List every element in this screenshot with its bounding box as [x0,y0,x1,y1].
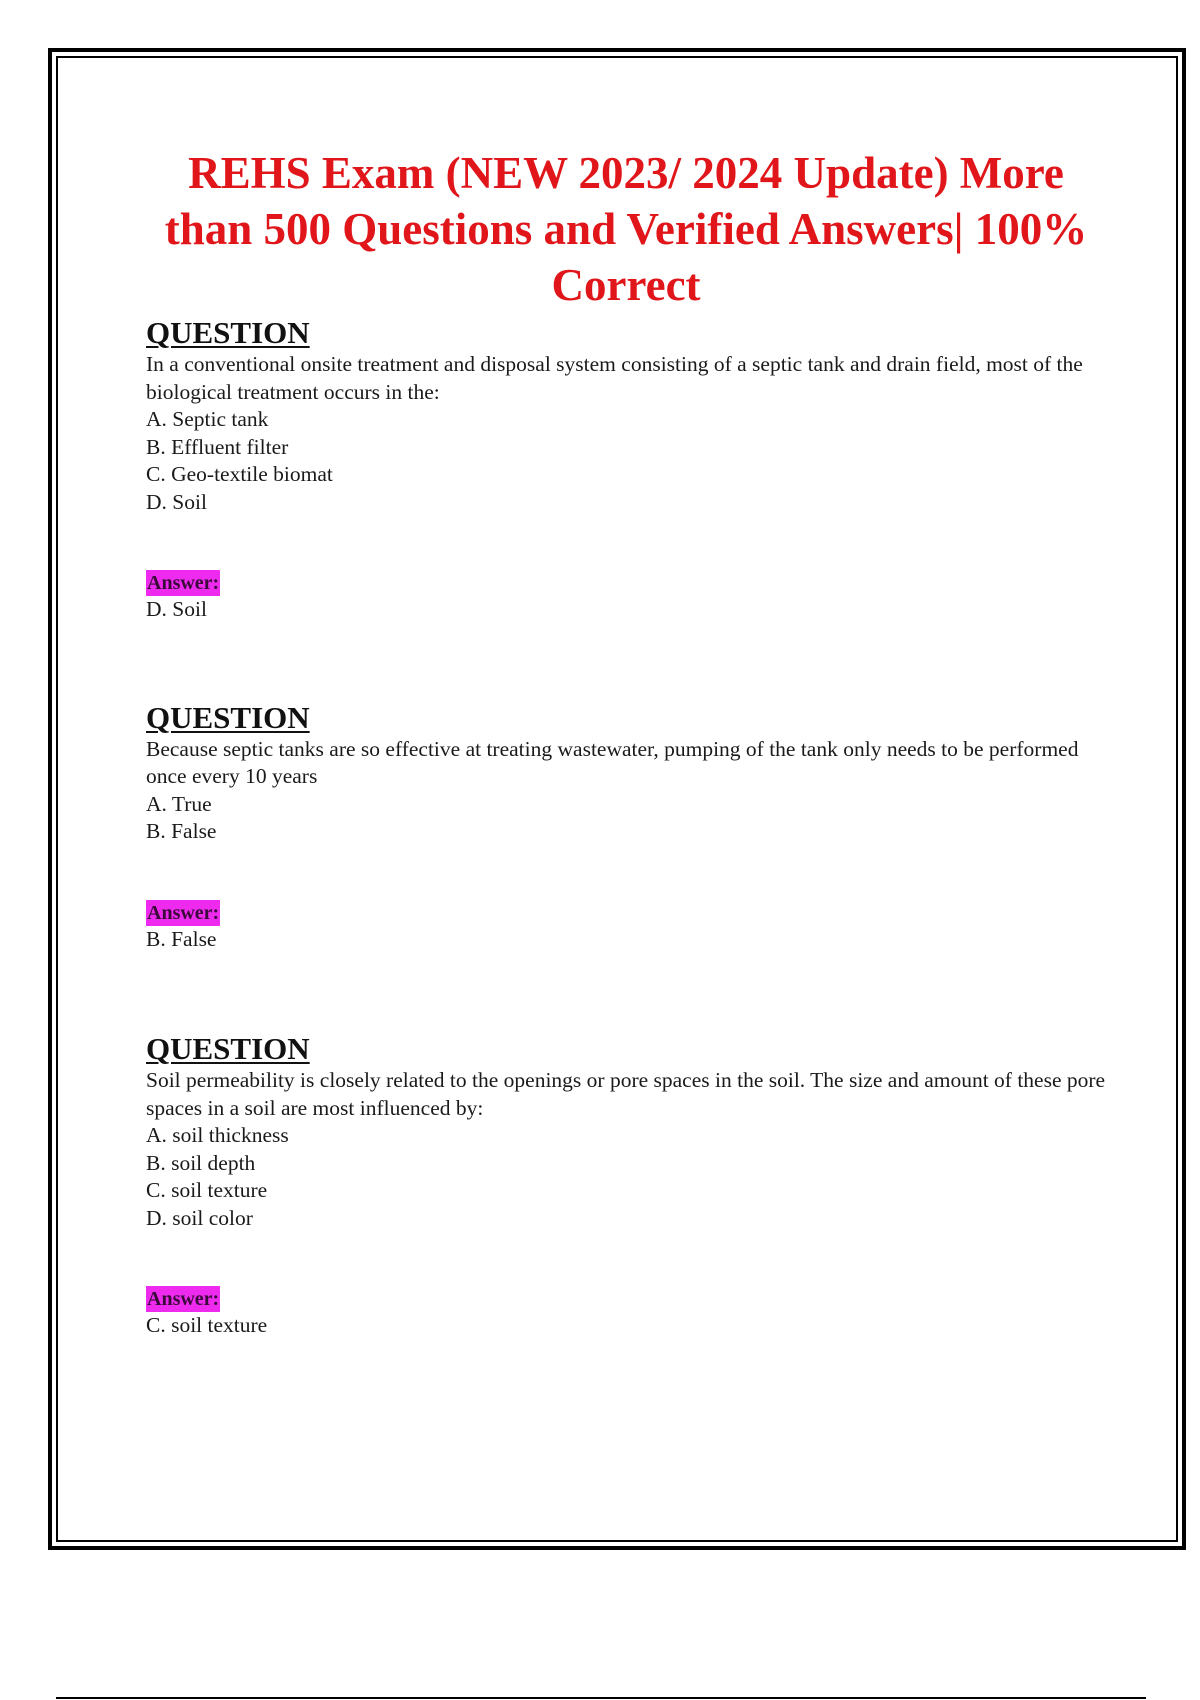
question-text: Because septic tanks are so effective at treating wastewater, pumping of the tank only needs to be performed once every 10 years [146,736,1079,788]
option-c: C. soil texture [146,1178,268,1202]
question-block-1 [146,317,1106,624]
question-heading: QUESTION [146,699,310,735]
document-title: REHS Exam (NEW 2023/ 2024 Update) More than 500 Questions and Verified Answers| 100% Correct [164,148,1088,310]
question-text: Soil permeability is closely related to the openings or pore spaces in the soil. The size and amount of these pore spaces in a soil are most influenced by: [146,1068,1106,1120]
answer-label: Answer: [147,1288,220,1310]
question-heading: QUESTION [146,315,310,350]
answer-text: B. False [146,926,217,951]
answer-text: C. soil texture [146,1313,268,1337]
question-block-2 [146,699,1106,954]
option-d: D. Soil [146,489,207,514]
answer-text: D. Soil [146,597,207,621]
question-heading: QUESTION [146,1031,310,1066]
option-a: A. True [146,791,212,816]
option-d: D. soil color [146,1205,253,1230]
option-b: B. soil depth [146,1150,256,1175]
option-a: A. Septic tank [146,407,269,431]
answer-label: Answer: [147,572,220,594]
question-block-3 [146,1033,1106,1340]
option-c: C. Geo-textile biomat [146,462,333,486]
footer-rule [56,1697,1146,1699]
option-b: B. Effluent filter [146,434,289,459]
option-b: B. False [146,819,217,843]
question-text: In a conventional onsite treatment and disposal system consisting of a septic tank and drain field, most of the biological treatment occurs in the: [146,352,1083,404]
answer-label: Answer: [147,901,220,924]
document-content [146,145,1106,1340]
option-a: A. soil thickness [146,1123,289,1147]
